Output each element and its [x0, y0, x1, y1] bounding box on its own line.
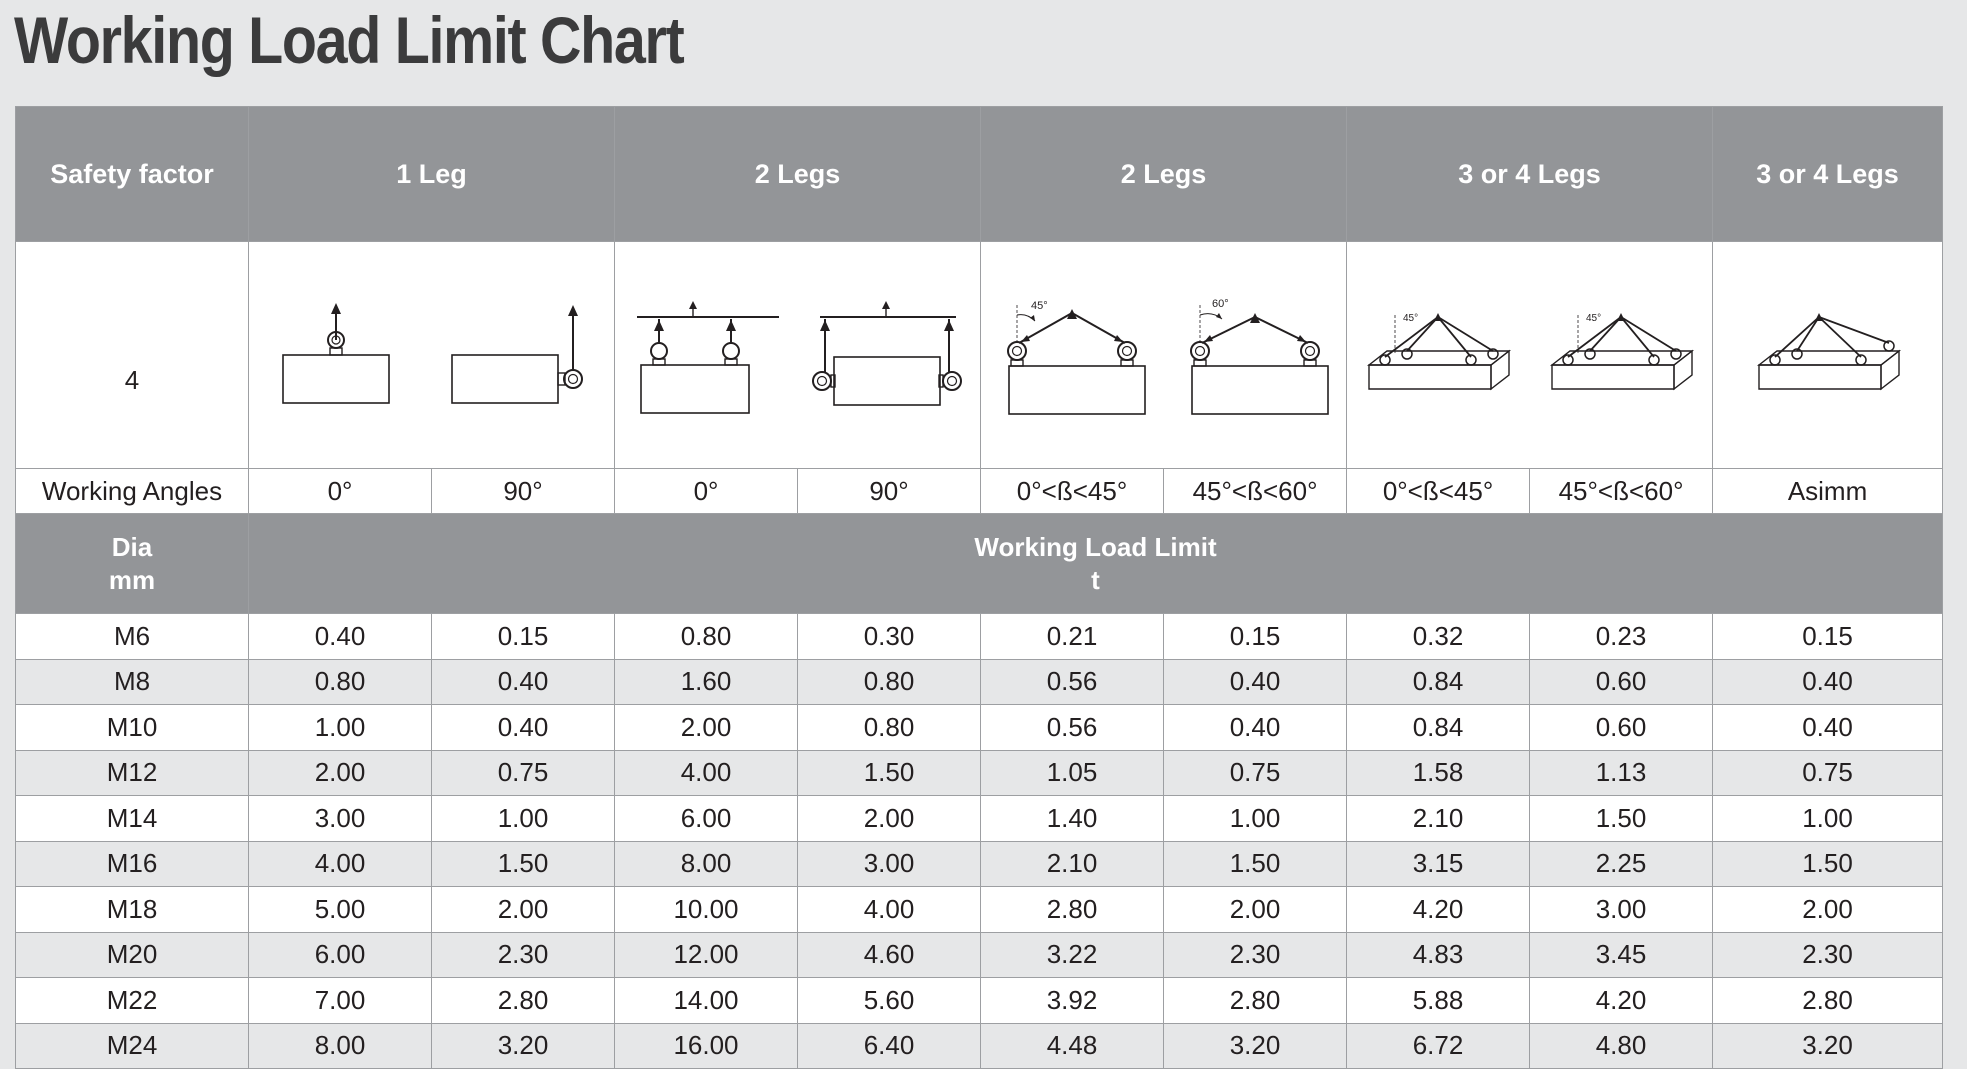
table-row	[16, 887, 1943, 933]
dia-cell: M18	[16, 887, 249, 933]
wll-cell: 1.00	[1713, 796, 1943, 842]
wll-cell: 1.13	[1530, 750, 1713, 796]
wll-cell: 6.00	[615, 796, 798, 842]
wll-cell: 1.50	[1713, 841, 1943, 887]
angle-45-label-4leg-b: 45°	[1585, 313, 1601, 324]
wll-cell: 0.40	[432, 659, 615, 705]
wll-header	[249, 514, 1943, 614]
wll-cell: 4.60	[798, 932, 981, 978]
working-load-limit-table	[15, 106, 1943, 1069]
group-header-2-legs: 2 Legs	[615, 107, 981, 242]
angle-45-label: 45°	[1031, 300, 1048, 312]
wll-cell: 2.00	[798, 796, 981, 842]
wll-cell: 7.00	[249, 978, 432, 1024]
group-header-row	[16, 107, 1943, 242]
diagram-row	[16, 242, 1943, 469]
table-row	[16, 659, 1943, 705]
table-row	[16, 841, 1943, 887]
wll-cell: 2.00	[249, 750, 432, 796]
four-leg-asym-diagram	[1713, 242, 1943, 469]
wll-cell: 5.88	[1347, 978, 1530, 1024]
table-row	[16, 1023, 1943, 1069]
dia-cell: M22	[16, 978, 249, 1024]
wll-cell: 2.80	[432, 978, 615, 1024]
wll-cell: 0.15	[432, 614, 615, 660]
wll-cell: 2.00	[432, 887, 615, 933]
working-angles-row	[16, 469, 1943, 514]
wll-cell: 6.40	[798, 1023, 981, 1069]
wll-cell: 6.72	[1347, 1023, 1530, 1069]
group-header-3-4-legs: 3 or 4 Legs	[1347, 107, 1713, 242]
wll-cell: 0.56	[981, 705, 1164, 751]
dia-cell: M8	[16, 659, 249, 705]
wll-cell: 5.00	[249, 887, 432, 933]
wll-cell: 1.50	[1164, 841, 1347, 887]
one-leg-vertical-icon	[275, 300, 395, 410]
wll-cell: 0.40	[432, 705, 615, 751]
wll-cell: 1.40	[981, 796, 1164, 842]
wll-cell: 0.40	[1713, 705, 1943, 751]
wll-cell: 0.75	[432, 750, 615, 796]
wll-cell: 2.00	[1164, 887, 1347, 933]
wll-cell: 0.23	[1530, 614, 1713, 660]
wll-cell: 1.50	[798, 750, 981, 796]
dia-cell: M24	[16, 1023, 249, 1069]
table-row	[16, 978, 1943, 1024]
wll-cell: 3.20	[432, 1023, 615, 1069]
wll-cell: 3.15	[1347, 841, 1530, 887]
wll-header-line2: t	[1091, 564, 1100, 595]
wll-cell: 4.00	[615, 750, 798, 796]
table-row	[16, 750, 1943, 796]
wll-cell: 8.00	[249, 1023, 432, 1069]
wll-cell: 5.60	[798, 978, 981, 1024]
wll-cell: 4.20	[1530, 978, 1713, 1024]
wll-cell: 2.80	[1713, 978, 1943, 1024]
two-leg-60-icon	[1180, 295, 1330, 415]
wll-cell: 8.00	[615, 841, 798, 887]
wll-cell: 0.84	[1347, 659, 1530, 705]
wll-cell: 4.00	[798, 887, 981, 933]
dia-cell: M12	[16, 750, 249, 796]
wll-cell: 1.50	[1530, 796, 1713, 842]
wll-cell: 0.56	[981, 659, 1164, 705]
wll-cell: 2.00	[615, 705, 798, 751]
wll-cell: 6.00	[249, 932, 432, 978]
wll-cell: 0.40	[1164, 705, 1347, 751]
two-leg-angled-diagrams	[981, 242, 1347, 469]
wll-cell: 10.00	[615, 887, 798, 933]
wll-cell: 2.10	[981, 841, 1164, 887]
wll-cell: 3.00	[1530, 887, 1713, 933]
safety-factor-value: 4	[16, 242, 249, 469]
dia-cell: M6	[16, 614, 249, 660]
table-row	[16, 614, 1943, 660]
wll-cell: 0.15	[1713, 614, 1943, 660]
wll-cell: 0.40	[1164, 659, 1347, 705]
wll-cell: 0.15	[1164, 614, 1347, 660]
dia-header	[16, 514, 249, 614]
wll-cell: 1.05	[981, 750, 1164, 796]
table-row	[16, 932, 1943, 978]
wll-cell: 3.92	[981, 978, 1164, 1024]
wll-cell: 2.80	[1164, 978, 1347, 1024]
wll-cell: 0.75	[1164, 750, 1347, 796]
wll-cell: 2.00	[1713, 887, 1943, 933]
wll-cell: 1.60	[615, 659, 798, 705]
wll-cell: 0.60	[1530, 705, 1713, 751]
dia-cell: M20	[16, 932, 249, 978]
angle-cell: 45°<ß<60°	[1164, 469, 1347, 514]
wll-cell: 0.40	[249, 614, 432, 660]
angle-cell: Asimm	[1713, 469, 1943, 514]
wll-cell: 0.40	[1713, 659, 1943, 705]
wll-cell: 0.80	[615, 614, 798, 660]
angle-cell: 0°	[615, 469, 798, 514]
dia-header-line1: Dia	[111, 531, 153, 562]
group-header-2-legs-angled: 2 Legs	[981, 107, 1347, 242]
angle-cell: 90°	[798, 469, 981, 514]
wll-cell: 0.84	[1347, 705, 1530, 751]
dia-header-row	[16, 514, 1943, 614]
angle-cell: 45°<ß<60°	[1530, 469, 1713, 514]
group-header-1-leg: 1 Leg	[249, 107, 615, 242]
wll-cell: 2.25	[1530, 841, 1713, 887]
four-leg-60-icon	[1546, 305, 1696, 405]
group-header-3-4-legs-asym: 3 or 4 Legs	[1713, 107, 1943, 242]
wll-cell: 0.80	[249, 659, 432, 705]
angle-cell: 0°	[249, 469, 432, 514]
one-leg-side-icon	[448, 300, 588, 410]
wll-header-line1: Working Load Limit	[974, 531, 1217, 562]
wll-cell: 1.50	[432, 841, 615, 887]
two-leg-vertical-icon	[629, 295, 779, 415]
table-row	[16, 796, 1943, 842]
wll-cell: 2.30	[1713, 932, 1943, 978]
wll-cell: 2.10	[1347, 796, 1530, 842]
wll-cell: 2.30	[1164, 932, 1347, 978]
angle-45-label-4leg: 45°	[1403, 313, 1419, 324]
wll-cell: 3.45	[1530, 932, 1713, 978]
wll-cell: 12.00	[615, 932, 798, 978]
dia-cell: M14	[16, 796, 249, 842]
wll-cell: 0.30	[798, 614, 981, 660]
wll-cell: 1.58	[1347, 750, 1530, 796]
wll-cell: 1.00	[1164, 796, 1347, 842]
wll-cell: 3.00	[798, 841, 981, 887]
wll-cell: 0.60	[1530, 659, 1713, 705]
two-leg-45-icon	[997, 295, 1147, 415]
data-rows	[16, 614, 1943, 1069]
wll-cell: 3.20	[1713, 1023, 1943, 1069]
four-leg-diagrams	[1347, 242, 1713, 469]
angle-60-label: 60°	[1211, 298, 1229, 310]
wll-cell: 4.00	[249, 841, 432, 887]
wll-cell: 16.00	[615, 1023, 798, 1069]
two-leg-diagrams	[615, 242, 981, 469]
safety-factor-header: Safety factor	[16, 107, 249, 242]
wll-cell: 0.75	[1713, 750, 1943, 796]
table-row	[16, 705, 1943, 751]
wll-cell: 3.20	[1164, 1023, 1347, 1069]
dia-header-line2: mm	[108, 564, 156, 595]
angle-cell: 0°<ß<45°	[1347, 469, 1530, 514]
wll-cell: 3.00	[249, 796, 432, 842]
angle-cell: 90°	[432, 469, 615, 514]
wll-cell: 4.83	[1347, 932, 1530, 978]
wll-cell: 2.30	[432, 932, 615, 978]
wll-cell: 1.00	[432, 796, 615, 842]
wll-cell: 0.80	[798, 705, 981, 751]
page-title: Working Load Limit Chart	[14, 3, 684, 77]
four-leg-45-icon	[1363, 305, 1513, 405]
four-leg-asym-icon	[1753, 305, 1903, 405]
wll-cell: 0.80	[798, 659, 981, 705]
wll-cell: 0.32	[1347, 614, 1530, 660]
wll-cell: 4.80	[1530, 1023, 1713, 1069]
wll-cell: 1.00	[249, 705, 432, 751]
dia-cell: M10	[16, 705, 249, 751]
two-leg-side-icon	[806, 295, 966, 415]
wll-cell: 4.20	[1347, 887, 1530, 933]
angle-cell: 0°<ß<45°	[981, 469, 1164, 514]
wll-cell: 3.22	[981, 932, 1164, 978]
wll-cell: 4.48	[981, 1023, 1164, 1069]
wll-cell: 0.21	[981, 614, 1164, 660]
dia-cell: M16	[16, 841, 249, 887]
wll-cell: 2.80	[981, 887, 1164, 933]
wll-cell: 14.00	[615, 978, 798, 1024]
working-angles-label: Working Angles	[16, 469, 249, 514]
one-leg-diagrams	[249, 242, 615, 469]
